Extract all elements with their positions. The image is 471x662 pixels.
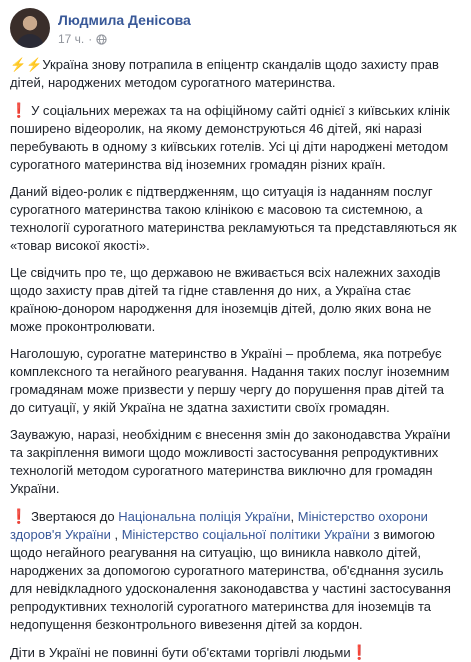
post-body	[10, 56, 461, 662]
exclamation-icon: ❗	[350, 644, 369, 660]
paragraph-3: Даний відео-ролик є підтвердженням, що ситуація із наданням послуг сурогатного материнства такою клінікою є масовою та системною, а технології сурогатного материнства рекламуються та представляються як «товар високої якості».	[10, 184, 457, 253]
author-name[interactable]: Людмила Денісова	[58, 12, 191, 28]
paragraph-4: Це свідчить про те, що державою не вживається всіх належних заходів щодо захисту прав дітей та гідне ставлення до них, а Україна стає країною-донором народження для іноземців дітей, долю яких вона не може проконтролювати.	[10, 265, 441, 334]
paragraph-5: Наголошую, сурогатне материнство в Україні – проблема, яка потребує комплексного та негайного реагування. Надання таких послуг іноземним громадянам може призвести у першу чергу до порушення прав дітей та до ситуації, у якій Україна не здатна захистити своїх громадян.	[10, 346, 450, 415]
post-header	[10, 6, 461, 56]
link-ministry-health[interactable]: Міністерство охорони здоров'я України	[10, 509, 428, 542]
lightning-icon: ⚡⚡	[10, 57, 43, 72]
paragraph-8: Діти в Україні не повинні бути об'єктами торгівлі людьми❗	[10, 644, 369, 660]
link-ministry-social-policy[interactable]: Міністерство соціальної політики України	[121, 527, 370, 542]
author-avatar[interactable]	[10, 8, 50, 48]
paragraph-7: ❗ Звертаюся до Національна поліція України, Міністерство охорони здоров'я України , Міністерство соціальної політики України з вимогою щодо негайного реагування на ситуацію, що виникла навколо дітей, народжених за допомогою сурогатного материнства, об'єднання зусиль для невідкладного удосконалення законодавства у частині застосування репродуктивних технологій сурогатного материнства для іноземців та недопущення безконтрольного вивезення дітей за кордон.	[10, 508, 451, 632]
paragraph-2: ❗ У соціальних мережах та на офіційному сайті однієї з київських клінік поширено відеоролик, на якому демонструються 46 дітей, які наразі перебувають в одному з київських готелів. Усі ці діти народжені методом сурогатного материнства від іноземних громадян різних країн.	[10, 102, 450, 172]
author-block	[58, 6, 191, 46]
link-national-police[interactable]: Національна поліція України	[118, 509, 291, 524]
paragraph-1: ⚡⚡Україна знову потрапила в епіцентр скандалів щодо захисту прав дітей, народжених методом сурогатного материнства.	[10, 57, 439, 90]
paragraph-6: Зауважую, наразі, необхідним є внесення змін до законодавства України та закріплення вимоги щодо можливості застосування репродуктивних технологій методом сурогатного материнства виключно для громадян України.	[10, 427, 451, 496]
exclamation-icon: ❗	[10, 508, 28, 524]
globe-icon[interactable]	[96, 34, 107, 45]
post-meta	[58, 32, 191, 46]
separator-dot: ·	[88, 32, 93, 46]
post-time[interactable]: 17 ч.	[58, 32, 85, 46]
exclamation-icon: ❗	[10, 102, 28, 118]
